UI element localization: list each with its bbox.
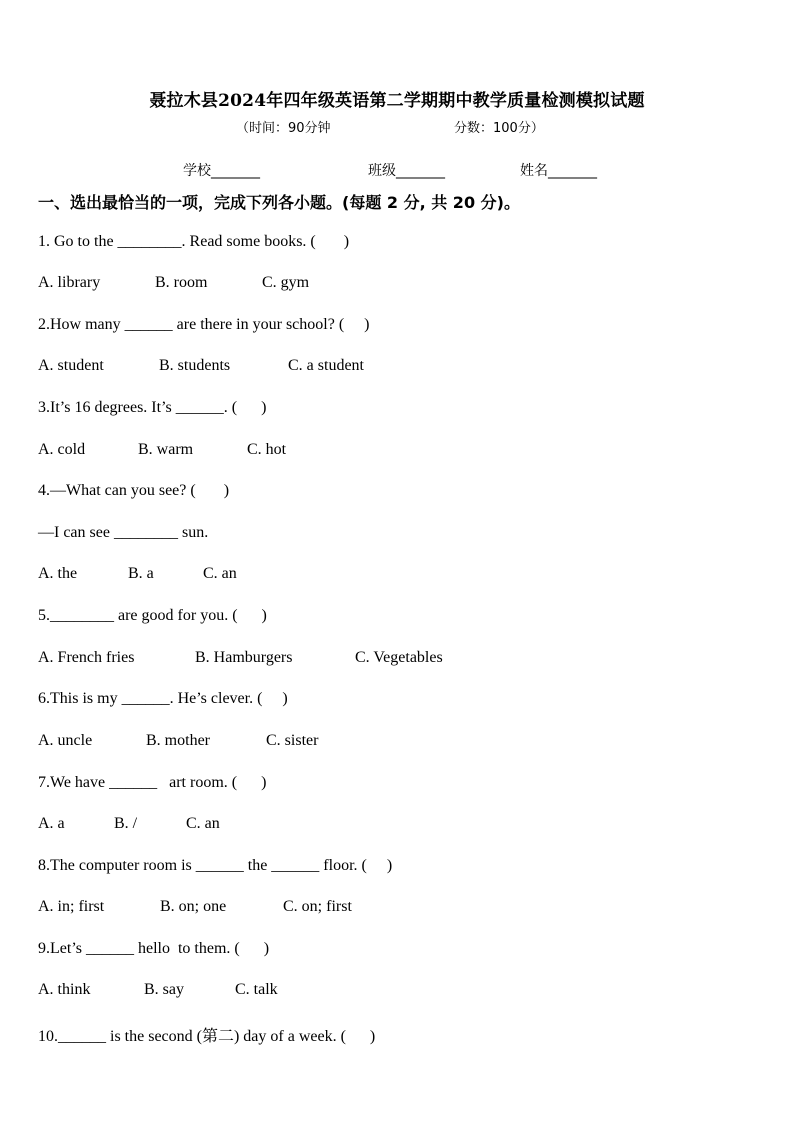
question-stem-line2: —I can see ________ sun. bbox=[38, 524, 209, 541]
question-stem: 3.It’s 16 degrees. It’s ______. ( ) bbox=[38, 399, 267, 416]
option-c: C. sister bbox=[266, 732, 319, 749]
question-stem: 7.We have ______ art room. ( ) bbox=[38, 774, 267, 791]
option-c: C. gym bbox=[262, 274, 310, 291]
option-b: B. say bbox=[144, 981, 184, 998]
option-a: A. library bbox=[38, 274, 101, 291]
option-a: A. French fries bbox=[38, 649, 135, 666]
option-a: A. student bbox=[38, 357, 104, 374]
question-stem: 2.How many ______ are there in your school? ( ) bbox=[38, 316, 370, 333]
option-c: C. on; first bbox=[283, 898, 352, 915]
question-stem: 8.The computer room is ______ the ______ floor. ( ) bbox=[38, 857, 393, 874]
option-b: B. mother bbox=[146, 732, 210, 749]
option-a: A. in; first bbox=[38, 898, 105, 915]
question-stem: 9.Let’s ______ hello to them. ( ) bbox=[38, 940, 270, 957]
exam-score: 分数：100分） bbox=[454, 121, 544, 136]
option-a: A. the bbox=[38, 565, 78, 582]
exam-time: （时间：90分钟 bbox=[236, 121, 331, 136]
option-b: B. warm bbox=[138, 441, 194, 458]
school-field: 学校_______ bbox=[183, 163, 260, 179]
option-b: B. / bbox=[114, 815, 138, 832]
option-b: B. students bbox=[159, 357, 231, 374]
question-stem: 1. Go to the ________. Read some books. ( ) bbox=[38, 233, 350, 250]
option-b: B. on; one bbox=[160, 898, 227, 915]
exam-meta bbox=[236, 117, 576, 136]
option-a: A. a bbox=[38, 815, 65, 832]
option-c: C. talk bbox=[235, 981, 278, 998]
question-stem: 10.______ is the second (第二) day of a week. ( ) bbox=[38, 1028, 376, 1045]
option-a: A. think bbox=[38, 981, 91, 998]
option-b: B. Hamburgers bbox=[195, 649, 293, 666]
class-field: 班级_______ bbox=[368, 163, 445, 179]
option-c: C. an bbox=[203, 565, 237, 582]
option-c: C. a student bbox=[288, 357, 364, 374]
question-stem: 4.—What can you see? ( ) bbox=[38, 482, 230, 499]
option-b: B. a bbox=[128, 565, 154, 582]
option-c: C. an bbox=[186, 815, 220, 832]
option-a: A. uncle bbox=[38, 732, 93, 749]
option-c: C. Vegetables bbox=[355, 649, 443, 666]
question-stem: 6.This is my ______. He’s clever. ( ) bbox=[38, 690, 288, 707]
option-a: A. cold bbox=[38, 441, 86, 458]
option-b: B. room bbox=[155, 274, 208, 291]
option-c: C. hot bbox=[247, 441, 287, 458]
name-field: 姓名_______ bbox=[520, 163, 597, 179]
section-heading: 一、选出最恰当的一项，完成下列各小题。(每题 2 分, 共 20 分)。 bbox=[38, 193, 520, 212]
question-stem: 5.________ are good for you. ( ) bbox=[38, 607, 267, 624]
page-title: 聂拉木县2024年四年级英语第二学期期中教学质量检测模拟试题 bbox=[149, 91, 645, 111]
